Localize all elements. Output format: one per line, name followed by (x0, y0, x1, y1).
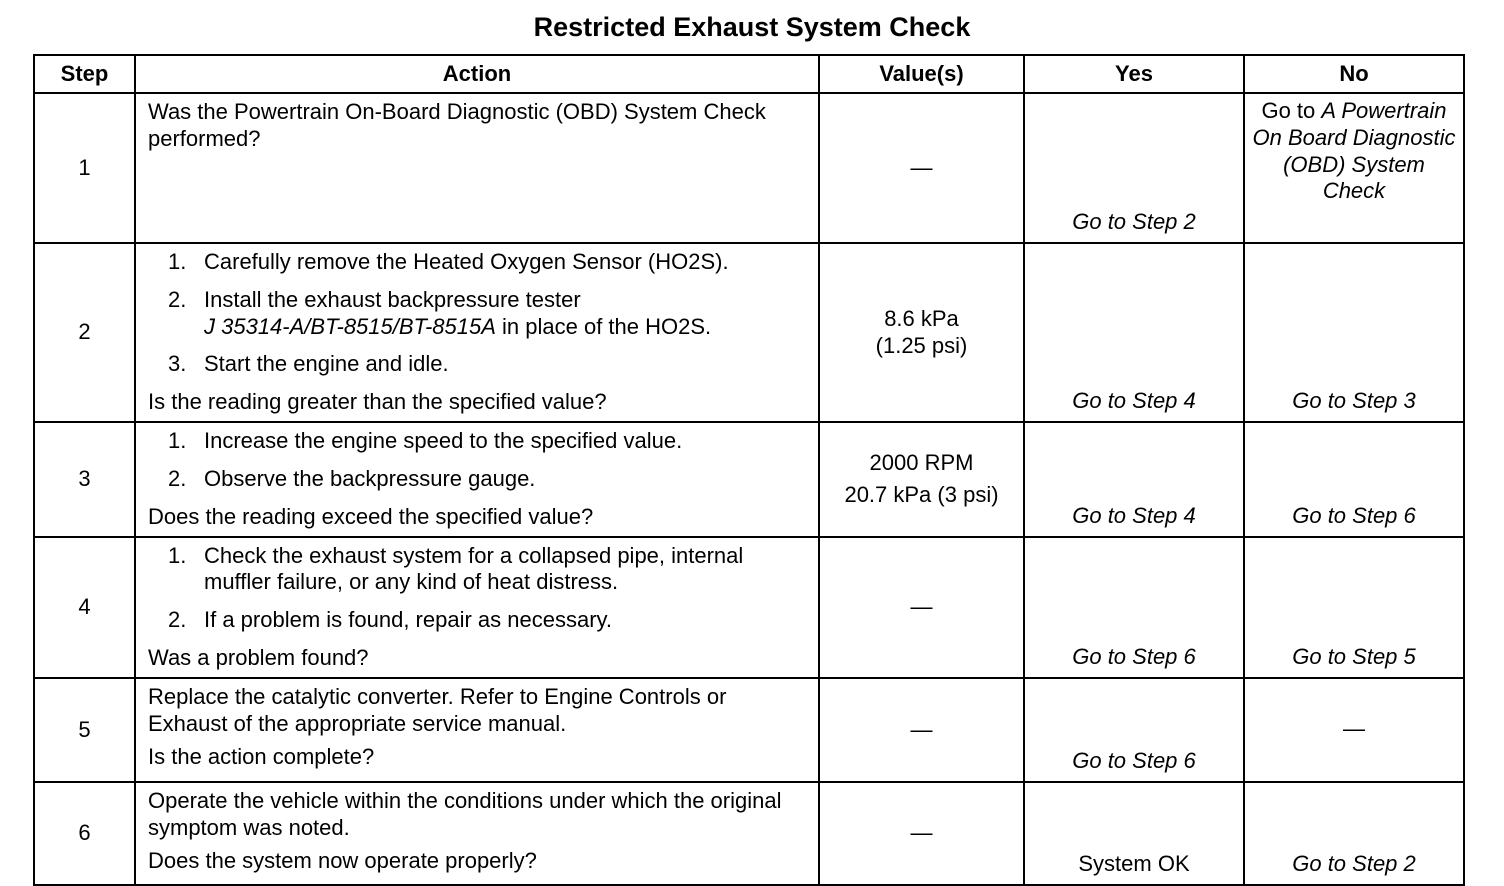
value-cell: — (819, 782, 1024, 885)
action-cell (135, 422, 819, 536)
action-cell (135, 93, 819, 243)
substep-text: Observe the backpressure gauge. (204, 465, 536, 491)
value-cell: — (819, 537, 1024, 678)
header-values: Value(s) (819, 55, 1024, 93)
value-line: (1.25 psi) (875, 332, 968, 358)
yes-cell: Go to Step 4 (1024, 243, 1244, 422)
step-number: 1 (34, 93, 135, 243)
substep-number: 1. (168, 428, 187, 454)
substep-number: 1. (168, 542, 187, 568)
table-row (34, 678, 1464, 782)
substep-list (148, 543, 806, 634)
no-cell: Go to Step 2 (1244, 782, 1464, 885)
question-text: Does the system now operate properly? (148, 847, 537, 873)
action-cell (135, 678, 819, 782)
list-item (148, 543, 806, 597)
header-action: Action (135, 55, 819, 93)
yes-cell: Go to Step 2 (1024, 93, 1244, 243)
substep-text: Check the exhaust system for a collapsed pipe, internal muffler failure, or any kind of heat distress. (204, 542, 744, 595)
question-text: Does the reading exceed the specified value? (148, 503, 594, 529)
action-text: Replace the catalytic converter. Refer to Engine Controls or Exhaust of the appropriate service manual. (148, 683, 727, 736)
header-step: Step (34, 55, 135, 93)
substep-number: 3. (168, 351, 187, 377)
yes-cell: System OK (1024, 782, 1244, 885)
list-item (148, 607, 806, 634)
action-cell (135, 243, 819, 422)
table-row (34, 243, 1464, 422)
value-cell: — (819, 93, 1024, 243)
substep-text: Carefully remove the Heated Oxygen Sensor (HO2S). (204, 249, 729, 274)
action-cell (135, 782, 819, 885)
value-cell (819, 422, 1024, 536)
substep-number: 2. (168, 607, 187, 633)
no-cell: Go to Step 3 (1244, 243, 1464, 422)
header-yes: Yes (1024, 55, 1244, 93)
value-line: 20.7 kPa (3 psi) (844, 482, 999, 508)
tool-number: J 35314-A/BT-8515/BT-8515A (204, 313, 496, 339)
list-item (148, 287, 806, 341)
table-row (34, 782, 1464, 885)
no-reference: A Powertrain On Board Diagnostic (OBD) System Check (1252, 98, 1456, 204)
table-row (34, 537, 1464, 678)
question-text: Was a problem found? (148, 645, 369, 671)
substep-number: 2. (168, 465, 187, 491)
no-cell: Go to Step 5 (1244, 537, 1464, 678)
substep-text: Increase the engine speed to the specified value. (204, 428, 683, 454)
no-prefix: Go to (1261, 98, 1322, 123)
list-item (148, 249, 806, 276)
value-cell (819, 243, 1024, 422)
step-number: 5 (34, 678, 135, 782)
question-text: Is the action complete? (148, 743, 375, 769)
action-text: Was the Powertrain On-Board Diagnostic (OBD) System Check performed? (148, 99, 766, 151)
table-row (34, 93, 1464, 243)
yes-cell: Go to Step 6 (1024, 537, 1244, 678)
header-no: No (1244, 55, 1464, 93)
value-cell: — (819, 678, 1024, 782)
substep-text: Start the engine and idle. (204, 351, 449, 377)
substep-number: 1. (168, 249, 187, 274)
no-cell: Go to Step 6 (1244, 422, 1464, 536)
list-item (148, 428, 806, 455)
value-line: 8.6 kPa (884, 305, 959, 331)
diagnostic-table (33, 54, 1465, 886)
no-cell (1244, 93, 1464, 243)
no-cell: — (1244, 678, 1464, 782)
question-text: Is the reading greater than the specified value? (148, 389, 607, 415)
yes-cell: Go to Step 4 (1024, 422, 1244, 536)
step-number: 6 (34, 782, 135, 885)
action-text: Operate the vehicle within the conditions under which the original symptom was noted. (148, 787, 782, 840)
step-number: 3 (34, 422, 135, 536)
substep-text: If a problem is found, repair as necessary. (204, 607, 613, 633)
substep-list (148, 249, 806, 378)
substep-text: Install the exhaust backpressure tester (204, 286, 581, 312)
substep-number: 2. (168, 286, 187, 312)
action-cell (135, 537, 819, 678)
list-item (148, 351, 806, 378)
substep-text: in place of the HO2S. (495, 313, 712, 339)
value-line: 2000 RPM (869, 449, 974, 475)
step-number: 4 (34, 537, 135, 678)
substep-list (148, 428, 806, 493)
table-header-row (34, 55, 1464, 93)
list-item (148, 466, 806, 493)
table-row (34, 422, 1464, 536)
step-number: 2 (34, 243, 135, 422)
yes-cell: Go to Step 6 (1024, 678, 1244, 782)
page-title: Restricted Exhaust System Check (533, 12, 971, 42)
